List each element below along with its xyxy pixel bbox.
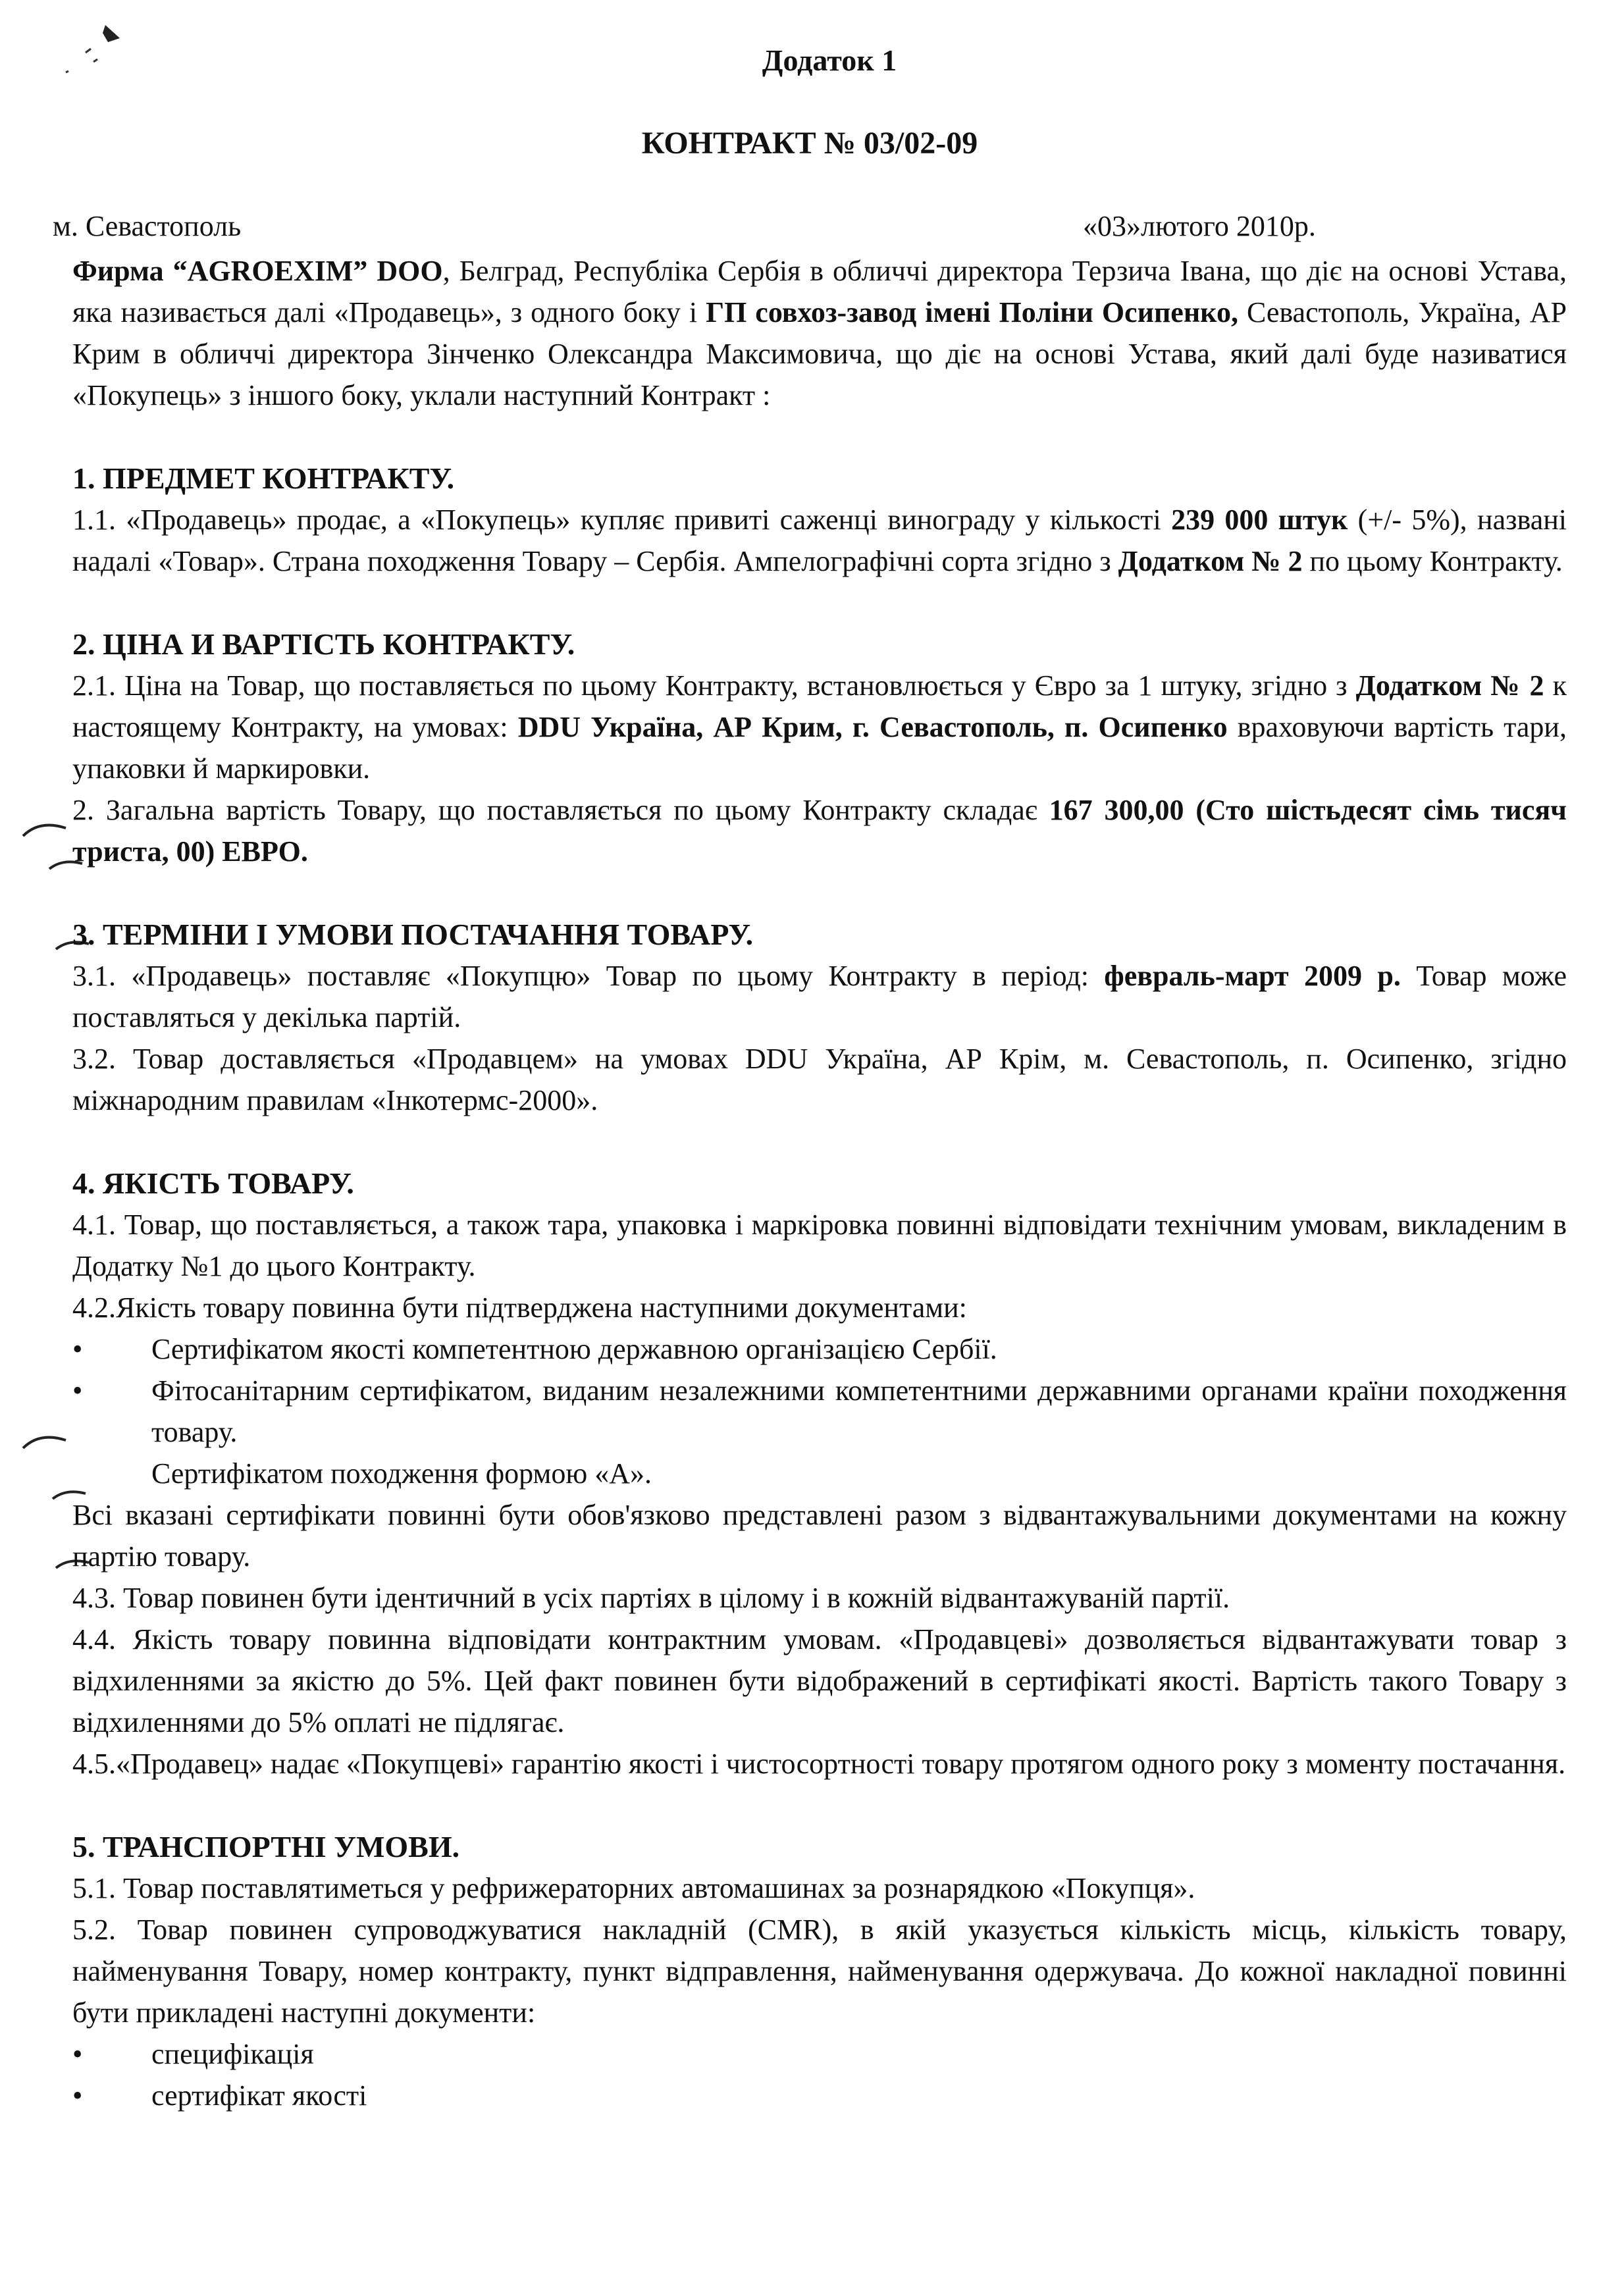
clause-4-2: 4.2.Якість товару повинна бути підтверджена наступними документами: <box>72 1291 967 1324</box>
list-item: • Фітосанітарним сертифікатом, виданим незалежними компетентними державними органами країни походження товару. <box>72 1370 1567 1453</box>
list-item: • сертифікат якості <box>72 2075 1567 2116</box>
clause-4-3: 4.3. Товар повинен бути ідентичний в усіх партіях в цілому і в кожній відвантажуваній партії. <box>72 1582 1230 1614</box>
clause-4-2-note: Всі вказані сертифікати повинні бути обов'язково представлені разом з відвантажувальними документами на кожну партію товару. <box>72 1499 1567 1573</box>
clause-4-4: 4.4. Якість товару повинна відповідати контрактним умовам. «Продавцеві» дозволяється відвантажувати товар з відхиленнями за якістю до 5%. Цей факт повинен бути відображений в сертифікаті якості. Вартість такого Товару з відхиленнями до 5% оплаті не підлягає. <box>72 1623 1567 1738</box>
section-heading: 4. ЯКІСТЬ ТОВАРУ. <box>72 1166 354 1200</box>
intro-paragraph <box>72 250 1567 416</box>
annex-label: Додаток 1 <box>762 43 897 77</box>
clause-2-1: 2.1. Ціна на Товар, що поставляється по цьому Контракту, встановлюється у Євро за 1 штуку, згідно з Додатком № 2 к настоящему Контракту, на умовах: DDU Україна, АР Крим, г. Севастополь, п. Осипенко враховуючи вартість тари, упаковки й маркировки. <box>72 669 1567 785</box>
bullet-icon: • <box>72 1333 83 1365</box>
bullet-icon: • <box>72 2038 83 2070</box>
bullet-icon: • <box>72 1374 83 1407</box>
list-item: • Сертифікатом якості компетентною державною організацією Сербії. <box>72 1328 1567 1370</box>
buyer-name: ГП совхоз-завод імені Поліни Осипенко, <box>706 296 1238 328</box>
section-heading: 5. ТРАНСПОРТНІ УМОВИ. <box>72 1830 460 1863</box>
clause-5-2: 5.2. Товар повинен супроводжуватися накладній (CMR), в якій указується кількість місць, кількість товару, найменування Товару, номер контракту, пункт відправлення, найменування одержувача. До кожної накладної повинні бути прикладені наступні документи: <box>72 1914 1567 2029</box>
section-heading: 3. ТЕРМІНИ І УМОВИ ПОСТАЧАННЯ ТОВАРУ. <box>72 918 754 951</box>
seller-name: Фирма “AGROEXIM” DOO <box>72 255 443 287</box>
pen-stroke-mark <box>20 816 79 843</box>
clause-3-2: 3.2. Товар доставляється «Продавцем» на умовах DDU Україна, АР Крім, м. Севастополь, п. Осипенко, згідно міжнародним правилам «Інкотермс-2000». <box>72 1043 1567 1116</box>
clause-4-1: 4.1. Товар, що поставляється, а також тара, упаковка і маркіровка повинні відповідати технічним умовам, викладеним в Додатку №1 до цього Контракту. <box>72 1209 1567 1282</box>
list-item: Сертифікатом походження формою «А». <box>151 1457 652 1490</box>
clause-5-1: 5.1. Товар поставлятиметься у рефрижераторних автомашинах за рознарядкою «Покупця». <box>72 1872 1195 1904</box>
clause-2-2: 2. Загальна вартість Товару, що поставляється по цьому Контракту складає 167 300,00 (Сто шістьдесят сімь тисяч триста, 00) ЕВРО. <box>72 794 1567 868</box>
place-date-line <box>53 209 1409 243</box>
list-item: • специфікація <box>72 2033 1567 2075</box>
intro-text: Севастополь, Україна, АР Крим в обличчі директора Зінченко Олександра Максимовича, що діє на основі Устава, який далі буде називатися «Покупець» з іншого боку, уклали наступний Контракт : <box>72 296 1567 411</box>
intro-text: , Белград, Республіка Сербія в обличчі директора Терзича Івана, що діє на основі Устава, яка називається далі «Продавець», з одного боку і <box>72 255 1567 328</box>
clause-1-1: 1.1. «Продавець» продає, а «Покупець» купляє привиті саженці винограду у кількості 239 000 штук (+/- 5%), названі надалі «Товар». Страна походження Товару – Сербія. Ампелографічні сорта згідно з Додатком № 2 по цьому Контракту. <box>72 504 1567 577</box>
contract-date: «03»лютого 2010р. <box>1083 210 1316 242</box>
clause-4-5: 4.5.«Продавец» надає «Покупцеві» гарантію якості і чистосортності товару протягом одного року з моменту постачання. <box>72 1748 1566 1780</box>
document-page <box>53 0 1573 2292</box>
section-heading: 1. ПРЕДМЕТ КОНТРАКТУ. <box>72 461 455 495</box>
city: м. Севастополь <box>53 210 242 242</box>
clause-3-1: 3.1. «Продавець» поставляє «Покупцю» Товар по цьому Контракту в період: февраль-март 2009 р. Товар може поставляться у декілька партій. <box>72 960 1567 1033</box>
section-heading: 2. ЦІНА И ВАРТІСТЬ КОНТРАКТУ. <box>72 627 575 661</box>
pen-stroke-mark <box>20 1428 79 1455</box>
contract-title: КОНТРАКТ № 03/02-09 <box>641 126 978 161</box>
contract-body <box>72 250 1567 2116</box>
bullet-icon: • <box>72 2079 83 2112</box>
